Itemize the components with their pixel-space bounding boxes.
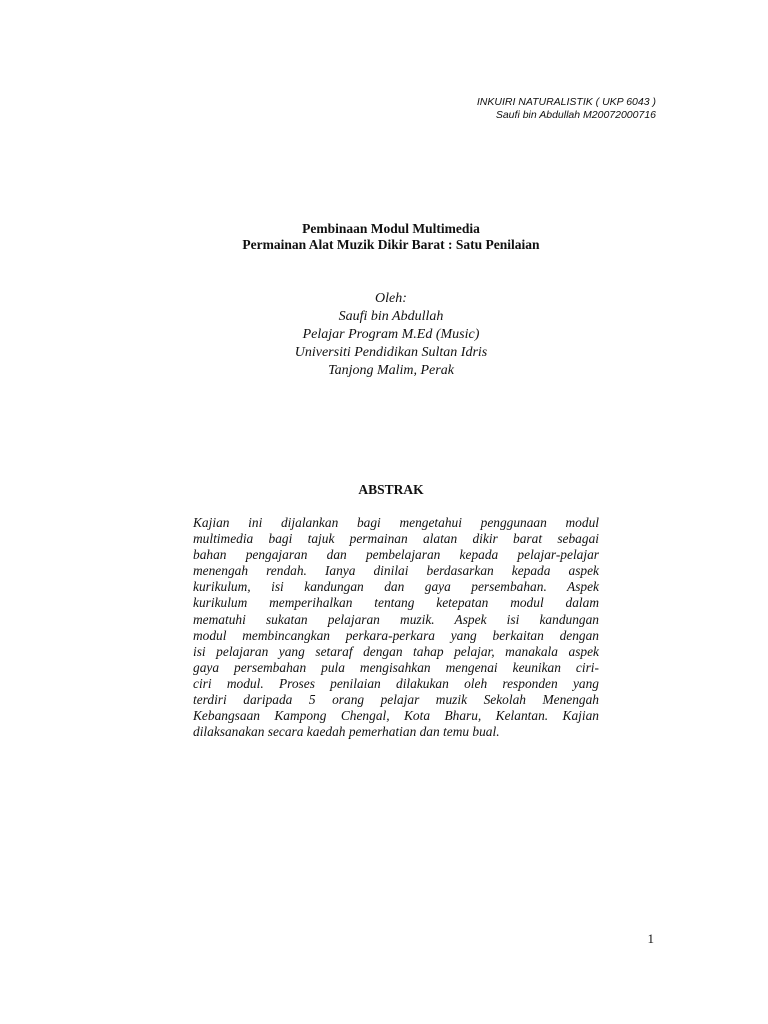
abstract-line: mematuhi sukatan pelajaran muzik. Aspek isi kandungan xyxy=(193,611,599,627)
abstract-body xyxy=(193,515,599,740)
title-line-2: Permainan Alat Muzik Dikir Barat : Satu Penilaian xyxy=(242,237,540,252)
author-name: Saufi bin Abdullah xyxy=(338,309,444,324)
author-by: Oleh: xyxy=(375,291,407,306)
author-program: Pelajar Program M.Ed (Music) xyxy=(302,327,480,342)
running-header xyxy=(477,96,656,122)
abstract-line: isi pelajaran yang setaraf dengan tahap pelajar, manakala aspek xyxy=(193,643,599,659)
abstract-line: multimedia bagi tajuk permainan alatan dikir barat sebagai xyxy=(193,531,599,547)
abstract-line: terdiri daripada 5 orang pelajar muzik Sekolah Menengah xyxy=(193,692,599,708)
abstract-line: kurikulum memperihalkan tentang ketepatan modul dalam xyxy=(193,595,599,611)
abstract-line: ciri modul. Proses penilaian dilakukan oleh responden yang xyxy=(193,675,599,691)
abstract-line: Kajian ini dijalankan bagi mengetahui penggunaan modul xyxy=(193,515,599,530)
author-university: Universiti Pendidikan Sultan Idris xyxy=(294,345,488,360)
page-number: 1 xyxy=(647,931,654,946)
abstract-line: dilaksanakan secara kaedah pemerhatian dan temu bual. xyxy=(193,724,500,740)
abstract-line: kurikulum, isi kandungan dan gaya persembahan. Aspek xyxy=(193,579,599,595)
abstract-line: Kebangsaan Kampong Chengal, Kota Bharu, Kelantan. Kajian xyxy=(193,708,599,724)
abstract-line: menengah rendah. Ianya dinilai berdasarkan kepada aspek xyxy=(193,563,599,579)
abstract-heading: ABSTRAK xyxy=(358,482,424,497)
paper-title xyxy=(0,221,768,253)
author-location: Tanjong Malim, Perak xyxy=(328,363,454,378)
abstract-line: gaya persembahan pula mengisahkan mengenai keunikan ciri- xyxy=(193,659,599,675)
abstract-line: modul membincangkan perkara-perkara yang berkaitan dengan xyxy=(193,627,599,643)
title-line-1: Pembinaan Modul Multimedia xyxy=(302,221,480,236)
header-course: INKUIRI NATURALISTIK ( UKP 6043 ) xyxy=(476,96,656,108)
header-author-id: Saufi bin Abdullah M20072000716 xyxy=(495,109,656,121)
abstract-line: bahan pengajaran dan pembelajaran kepada pelajar-pelajar xyxy=(193,547,599,563)
author-info xyxy=(0,290,768,380)
